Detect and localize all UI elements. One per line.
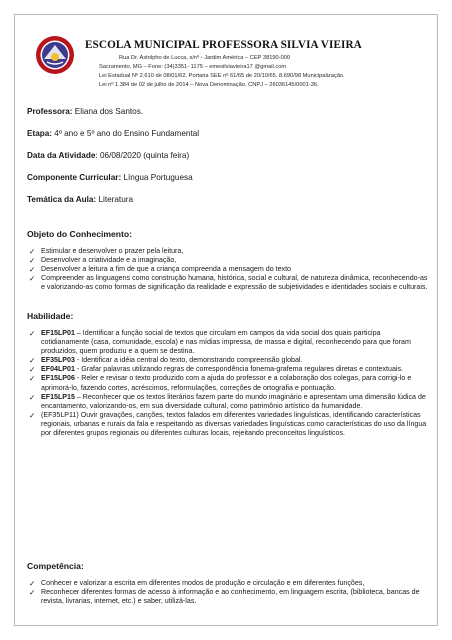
school-seal-icon bbox=[35, 35, 75, 75]
skill-text: - Reler e revisar o texto produzido com a ajuda do professor e a colaboração dos colegas, para corrigi-lo e aprimorá-lo, fazendo cortes, acréscimos, reformulações, correções de ortografia e pontuação. bbox=[41, 374, 412, 392]
competencia-title: Competência: bbox=[27, 561, 84, 571]
check-icon: ✓ bbox=[29, 247, 36, 256]
stage-value: 4º ano e 5º ano do Ensino Fundamental bbox=[52, 129, 200, 138]
check-icon: ✓ bbox=[29, 365, 36, 375]
skill-code: EF35LP03 bbox=[41, 356, 75, 365]
list-item bbox=[27, 411, 429, 438]
stage-label: Etapa: bbox=[27, 129, 53, 138]
theme-label: Temática da Aula: bbox=[27, 195, 97, 204]
theme-field bbox=[27, 195, 133, 204]
component-label: Componente Curricular: bbox=[27, 173, 122, 182]
cnpj-line: Lei nº 1.384 de 02 de julho de 2014 – Nova Denominação. CNPJ – 26036145/0001-36. bbox=[99, 82, 319, 88]
skill-code: EF15LP15 bbox=[41, 392, 75, 401]
check-icon: ✓ bbox=[29, 256, 36, 266]
teacher-field bbox=[27, 107, 143, 116]
law-line: Lei Estadual Nº 2.610 de 08/01/62. Portaria SEE nº 61/65 de 20/10/65. 8.690/98 Municipalização. bbox=[99, 73, 345, 79]
stage-field bbox=[27, 129, 199, 138]
check-icon: ✓ bbox=[29, 588, 36, 598]
list-item bbox=[27, 588, 429, 606]
skill-code: EF15LP06 bbox=[41, 374, 75, 383]
check-icon: ✓ bbox=[29, 579, 36, 588]
check-icon: ✓ bbox=[29, 392, 36, 402]
letterhead bbox=[15, 15, 437, 101]
habilidade-list bbox=[27, 329, 429, 438]
skill-text: - Grafar palavras utilizando regras de correspondência fonema-grafema regulares diretas e contextuais. bbox=[74, 365, 403, 374]
list-item bbox=[27, 365, 429, 374]
check-icon: ✓ bbox=[29, 265, 36, 275]
skill-code: EF04LP01 bbox=[41, 365, 75, 374]
date-value: : 06/08/2020 (quinta feira) bbox=[95, 151, 190, 160]
check-icon: ✓ bbox=[29, 410, 36, 420]
component-field bbox=[27, 173, 193, 182]
objeto-title: Objeto do Conhecimento: bbox=[27, 229, 133, 239]
check-icon: ✓ bbox=[29, 356, 36, 366]
address-line: Rua Dr. Astolpho de Lucca, s/nº - Jardim América – CEP 38190-000 bbox=[119, 55, 291, 61]
date-field bbox=[27, 151, 189, 160]
objeto-text: Compreender as linguagens como construção humana, histórica, social e cultural, de natureza dinâmica, reconhecendo-as e valorizando-as como formas de significação da realidade e expressão de subjetividades e identidades sociais e culturais. bbox=[41, 274, 428, 292]
teacher-value: Eliana dos Santos. bbox=[72, 107, 144, 116]
skill-code: EF15LP01 bbox=[41, 329, 75, 337]
competencia-list bbox=[27, 579, 429, 606]
component-value: Língua Portuguesa bbox=[121, 173, 193, 182]
objeto-text: Estimular e desenvolver o prazer pela leitura, bbox=[41, 247, 184, 255]
habilidade-title: Habilidade: bbox=[27, 311, 74, 321]
competencia-text: Conhecer e valorizar a escrita em diferentes modos de produção e circulação e em diferentes funções, bbox=[41, 579, 365, 587]
skill-text: – Reconhecer que os textos literários fazem parte do mundo imaginário e apresentam uma dimensão lúdica de encantamento, valorizando-os, em sua diversidade cultural, como patrimônio artístico da humanidade. bbox=[41, 392, 426, 410]
list-item bbox=[27, 393, 429, 411]
check-icon: ✓ bbox=[29, 274, 36, 284]
date-label: Data da Atividade bbox=[27, 151, 96, 160]
list-item bbox=[27, 274, 429, 292]
list-item bbox=[27, 265, 429, 274]
list-item bbox=[27, 579, 429, 588]
contact-line: Sacramento, MG – Fone: (34)3351- 1175 – emesilviavieira17 @gmail.com bbox=[99, 64, 287, 70]
document-page bbox=[14, 14, 438, 626]
skill-text: (EF35LP11) Ouvir gravações, canções, textos falados em diferentes variedades linguísticas, identificando características regionais, urbanas e rurais da fala e respeitando as diversas variedades linguísticas como características do uso da língua por diferentes grupos regionais ou diferentes culturas locais, rejeitando preconceitos linguísticos. bbox=[41, 410, 427, 438]
list-item bbox=[27, 329, 429, 356]
objeto-list bbox=[27, 247, 429, 292]
objeto-text: Desenvolver a criatividade e a imaginação, bbox=[41, 256, 177, 265]
school-name: ESCOLA MUNICIPAL PROFESSORA SILVIA VIEIRA bbox=[85, 39, 362, 51]
list-item bbox=[27, 356, 429, 365]
skill-text: – Identificar a função social de textos que circulam em campos da vida social dos quais participa cotidianamente (casa, comunidade, escola) e nas mídias impressa, de massa e digital, reconhecendo para que foram produzidos, quem produziu e a quem se destina. bbox=[41, 329, 411, 356]
teacher-label: Professora: bbox=[27, 107, 73, 116]
check-icon: ✓ bbox=[29, 329, 36, 338]
check-icon: ✓ bbox=[29, 374, 36, 384]
skill-text: - Identificar a idéia central do texto, demonstrando compreensão global. bbox=[74, 356, 303, 365]
theme-value: Literatura bbox=[96, 195, 134, 204]
competencia-text: Reconhecer diferentes formas de acesso à informação e ao conhecimento, em linguagem escrita, (biblioteca, bancas de revista, livrarias, internet, etc.) e saber, utilizá-las. bbox=[41, 588, 420, 606]
objeto-text: Desenvolver a leitura a fim de que a criança compreenda a mensagem do texto bbox=[41, 265, 291, 274]
list-item bbox=[27, 247, 429, 256]
list-item bbox=[27, 374, 429, 392]
list-item bbox=[27, 256, 429, 265]
